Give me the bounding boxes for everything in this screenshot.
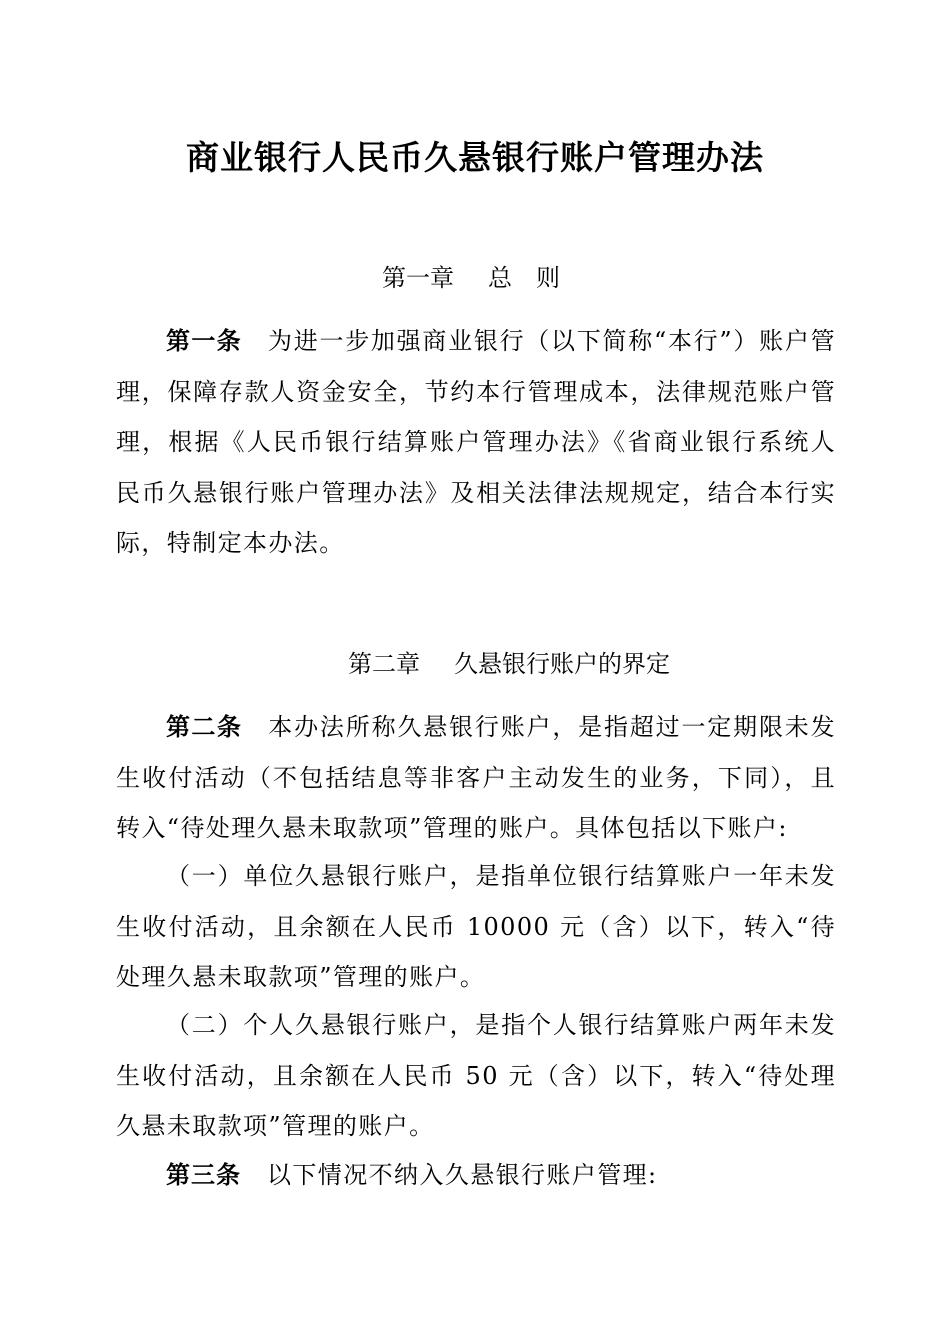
chapter-1-name: 总 则 — [488, 264, 560, 292]
chapter-2-heading — [34, 648, 950, 680]
article-2-paragraph — [116, 702, 836, 854]
article-3-label: 第三条 — [166, 1161, 241, 1189]
article-1-label: 第一条 — [166, 327, 242, 355]
article-2-item-1: （一）单位久悬银行账户，是指单位银行结算账户一年未发生收付活动，且余额在人民币 10000 元（含）以下，转入“待处理久悬未取款项”管理的账户。 — [116, 862, 836, 991]
article-2-label: 第二条 — [166, 713, 243, 741]
article-1-paragraph — [116, 316, 836, 569]
chapter-1-heading — [0, 262, 946, 294]
chapter-2-name: 久悬银行账户的界定 — [454, 650, 670, 678]
article-3-text: 以下情况不纳入久悬银行账户管理: — [267, 1161, 658, 1189]
article-1-text: 为进一步加强商业银行（以下简称“本行”）账户管理，保障存款人资金安全，节约本行管理成本，法律规范账户管理，根据《人民币银行结算账户管理办法》《省商业银行系统人民币久悬银行账户管理办法》及相关法律法规规定，结合本行实际，特制定本办法。 — [116, 327, 836, 557]
article-2-item-2: （二）个人久悬银行账户，是指个人银行结算账户两年未发生收付活动，且余额在人民币 50 元（含）以下，转入“待处理久悬未取款项”管理的账户。 — [116, 1011, 836, 1140]
article-3-paragraph — [116, 1150, 836, 1201]
document-title: 商业银行人民币久悬银行账户管理办法 — [186, 138, 764, 177]
chapter-1-number: 第一章 — [382, 264, 454, 292]
article-2-text: 本办法所称久悬银行账户，是指超过一定期限未发生收付活动（不包括结息等非客户主动发生的业务，下同），且转入“待处理久悬未取款项”管理的账户。具体包括以下账户: — [116, 713, 836, 842]
chapter-2-number: 第二章 — [348, 650, 420, 678]
